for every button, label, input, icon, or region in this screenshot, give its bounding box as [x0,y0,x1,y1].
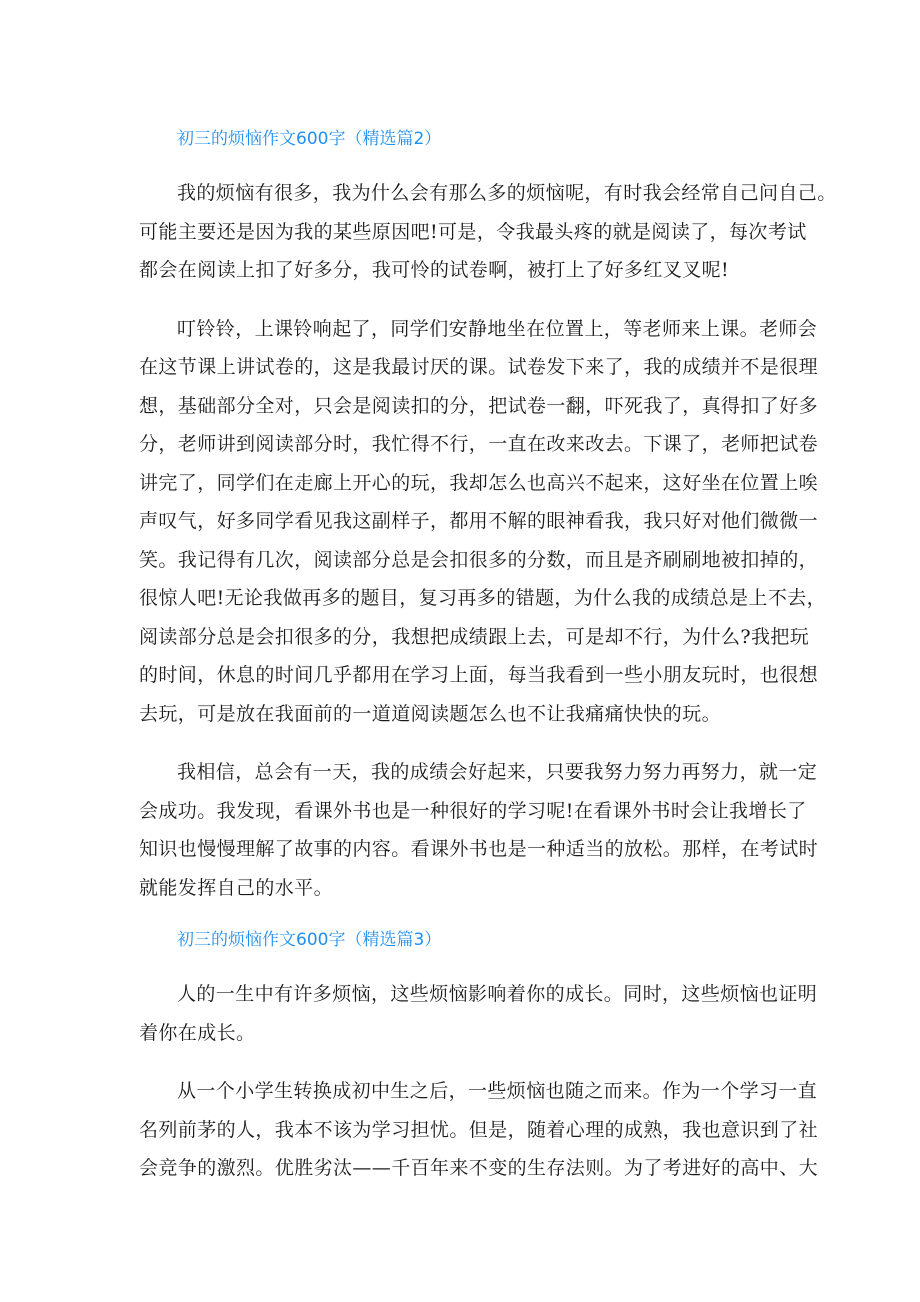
essay-section [139,126,837,907]
paragraph-line: 都会在阅读上扣了好多分，我可怜的试卷啊，被打上了好多红叉叉呢! [139,259,730,281]
paragraph-line: 叮铃铃，上课铃响起了，同学们安静地坐在位置上，等老师来上课。老师会 [177,317,818,340]
paragraph-line: 会成功。我发现，看课外书也是一种很好的学习呢!在看课外书时会让我增长了 [139,799,807,822]
section-heading: 初三的烦恼作文600字（精选篇3） [177,930,442,950]
paragraph-line: 会竞争的激烈。优胜劣汰——千百年来不变的生存法则。为了考进好的高中、大 [139,1157,819,1179]
paragraph-line: 去玩，可是放在我面前的一道道阅读题怎么也不让我痛痛快快的玩。 [139,702,722,725]
paragraph [139,174,837,290]
paragraph-line: 人的一生中有许多烦恼，这些烦恼影响着你的成长。同时，这些烦恼也证明 [177,983,818,1005]
paragraph-line: 很惊人吧!无论我做再多的题目，复习再多的错题，为什么我的成绩总是上不去， [139,587,827,609]
paragraph-line: 名列前茅的人，我本不该为学习担忧。但是，随着心理的成熟，我也意识到了社 [139,1118,819,1141]
paragraph-line: 可能主要还是因为我的某些原因吧!可是，令我最头疼的就是阅读了，每次考试 [139,220,807,243]
paragraph-line: 在这节课上讲试卷的，这是我最讨厌的课。试卷发下来了，我的成绩并不是很理 [139,356,819,378]
paragraph-line: 笑。我记得有几次，阅读部分总是会扣很多的分数，而且是齐刷刷地被扣掉的， [139,548,819,571]
paragraph [139,1072,819,1188]
paragraph-line: 就能发挥自己的水平。 [139,876,334,899]
paragraph [139,975,818,1052]
paragraph-line: 知识也慢慢理解了故事的内容。看课外书也是一种适当的放松。那样，在考试时 [139,838,819,860]
essay-section [139,927,819,1188]
section-heading: 初三的烦恼作文600字（精选篇2） [177,129,442,149]
paragraph-line: 着你在成长。 [139,1021,256,1044]
paragraph-line: 的时间，休息的时间几乎都用在学习上面，每当我看到一些小朋友玩时，也很想 [139,664,819,686]
paragraph [139,310,827,734]
paragraph-line: 阅读部分总是会扣很多的分，我想把成绩跟上去，可是却不行，为什么?我把玩 [139,625,810,648]
paragraph-line: 想，基础部分全对，只会是阅读扣的分，把试卷一翻，吓死我了，真得扣了好多 [139,394,819,417]
document-page [139,126,837,1208]
paragraph-line: 讲完了，同学们在走廊上开心的玩，我却怎么也高兴不起来，这好坐在位置上唉 [139,471,819,494]
paragraph-line: 我相信，总会有一天，我的成绩会好起来，只要我努力努力再努力，就一定 [177,761,818,783]
paragraph [139,753,819,907]
paragraph-line: 我的烦恼有很多，我为什么会有那么多的烦恼呢，有时我会经常自己问自己。 [177,182,837,204]
paragraph-line: 声叹气，好多同学看见我这副样子，都用不解的眼神看我，我只好对他们微微一 [139,510,819,532]
paragraph-line: 从一个小学生转换成初中生之后，一些烦恼也随之而来。作为一个学习一直 [177,1080,818,1102]
paragraph-line: 分，老师讲到阅读部分时，我忙得不行，一直在改来改去。下课了，老师把试卷 [139,433,819,455]
